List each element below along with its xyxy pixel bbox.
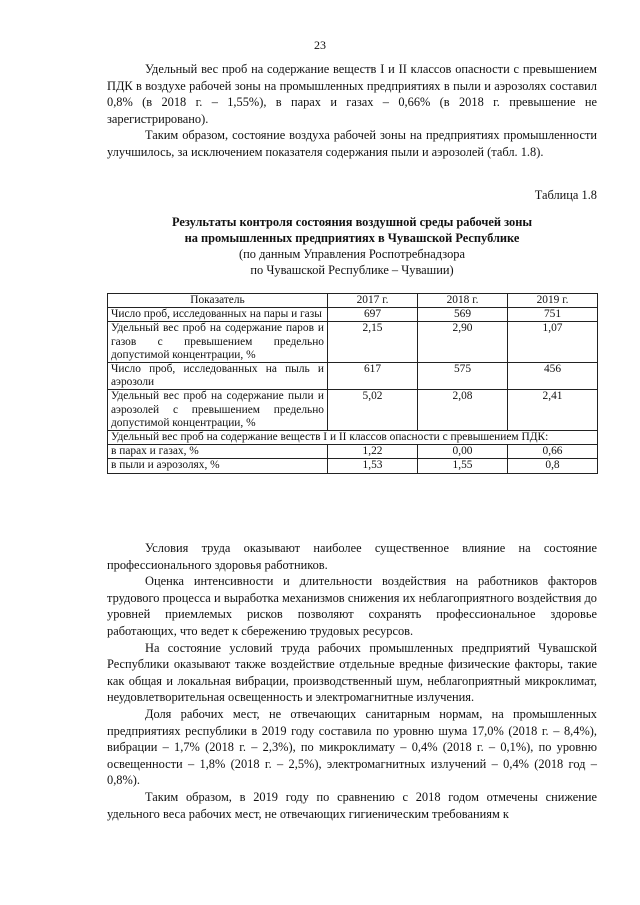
column-header: 2017 г. — [328, 294, 418, 308]
cell-value: 2,41 — [508, 390, 598, 431]
table-row — [108, 459, 598, 473]
cell-value: 0,00 — [418, 445, 508, 459]
cell-value: 456 — [508, 363, 598, 390]
paragraph: Условия труда оказывают наиболее существенное влияние на состояние профессионального здоровья работников. — [107, 541, 597, 572]
paragraph: На состояние условий труда рабочих промышленных предприятий Чувашской Республики оказывают также воздействие отдельные вредные физические факторы, такие как общая и локальная вибрации, производственный шум, неблагоприятный микроклимат, неудовлетворительная освещенность и электромагнитные излучения. — [107, 640, 597, 705]
row-label: в пыли и аэрозолях, % — [108, 459, 328, 473]
table-row — [108, 390, 598, 431]
table-subtitle-line: (по данным Управления Роспотребнадзора — [239, 247, 465, 261]
cell-value: 569 — [418, 308, 508, 322]
body-text — [107, 540, 597, 822]
paragraph: Удельный вес проб на содержание веществ I и II классов опасности с превышением ПДК в воздухе рабочей зоны на промышленных предприятиях в пыли и аэрозолях составил 0,8% (в 2018 г. – 1,55%), в парах и газах – 0,66% (в 2018 г. превышение не зарегистрировано). — [107, 62, 597, 126]
table-header-row — [108, 294, 598, 308]
table-label: Таблица 1.8 — [534, 188, 597, 202]
cell-value: 2,08 — [418, 390, 508, 431]
cell-value: 1,53 — [328, 459, 418, 473]
column-header: 2019 г. — [508, 294, 598, 308]
cell-value: 1,55 — [418, 459, 508, 473]
table-span-row — [108, 431, 598, 445]
table-title-line: Результаты контроля состояния воздушной среды рабочей зоны — [171, 215, 533, 229]
table-title — [107, 214, 597, 278]
table-subtitle-line: по Чувашской Республике – Чувашии) — [250, 263, 454, 277]
results-table — [107, 293, 598, 474]
table-row — [108, 322, 598, 363]
paragraph: Таким образом, состояние воздуха рабочей зоны на предприятиях промышленности улучшилось, за исключением показателя содержания пыли и аэрозолей (табл. 1.8). — [107, 128, 597, 159]
paragraph: Доля рабочих мест, не отвечающих санитарным нормам, на промышленных предприятиях республики в 2019 году составила по уровню шума 17,0% (2018 г. – 8,4%), вибрации – 1,7% (2018 г. – 2,3%), по микроклимату – 0,4% (2018 г. – 0,1%), по уровню освещенности – 1,8% (2018 г. – 2,5%), электромагнитных излучений – 0,4% (2018 год – 0,8%). — [107, 706, 597, 788]
span-row-label: Удельный вес проб на содержание веществ I и II классов опасности с превышением ПДК: — [108, 431, 598, 445]
cell-value: 575 — [418, 363, 508, 390]
paragraph: Оценка интенсивности и длительности воздействия на работников факторов трудового процесса и выработка механизмов снижения их неблагоприятного воздействия до уровней приемлемых рисков позволяют сохранять профессиональное здоровье работающих, что ведет к сбережению трудовых ресурсов. — [107, 574, 597, 638]
cell-value: 697 — [328, 308, 418, 322]
row-label: Число проб, исследованных на пыль и аэрозоли — [108, 363, 328, 390]
row-label: в парах и газах, % — [108, 445, 328, 459]
paragraph: Таким образом, в 2019 году по сравнению с 2018 годом отмечены снижение удельного веса рабочих мест, не отвечающих гигиеническим требованиям к — [107, 789, 597, 821]
page-number: 23 — [314, 38, 326, 52]
table-row — [108, 308, 598, 322]
cell-value: 2,90 — [418, 322, 508, 363]
cell-value: 0,8 — [508, 459, 598, 473]
column-header: Показатель — [108, 294, 328, 308]
cell-value: 1,22 — [328, 445, 418, 459]
table-row — [108, 363, 598, 390]
row-label: Удельный вес проб на содержание пыли и аэрозолей с превышением предельно допустимой концентрации, % — [108, 390, 328, 431]
intro-text — [107, 61, 597, 161]
cell-value: 5,02 — [328, 390, 418, 431]
cell-value: 2,15 — [328, 322, 418, 363]
row-label: Удельный вес проб на содержание паров и газов с превышением предельно допустимой концентрации, % — [108, 322, 328, 363]
row-label: Число проб, исследованных на пары и газы — [108, 308, 328, 322]
cell-value: 617 — [328, 363, 418, 390]
table-title-line: на промышленных предприятиях в Чувашской Республике — [184, 231, 520, 245]
column-header: 2018 г. — [418, 294, 508, 308]
cell-value: 751 — [508, 308, 598, 322]
cell-value: 0,66 — [508, 445, 598, 459]
cell-value: 1,07 — [508, 322, 598, 363]
table-row — [108, 445, 598, 459]
